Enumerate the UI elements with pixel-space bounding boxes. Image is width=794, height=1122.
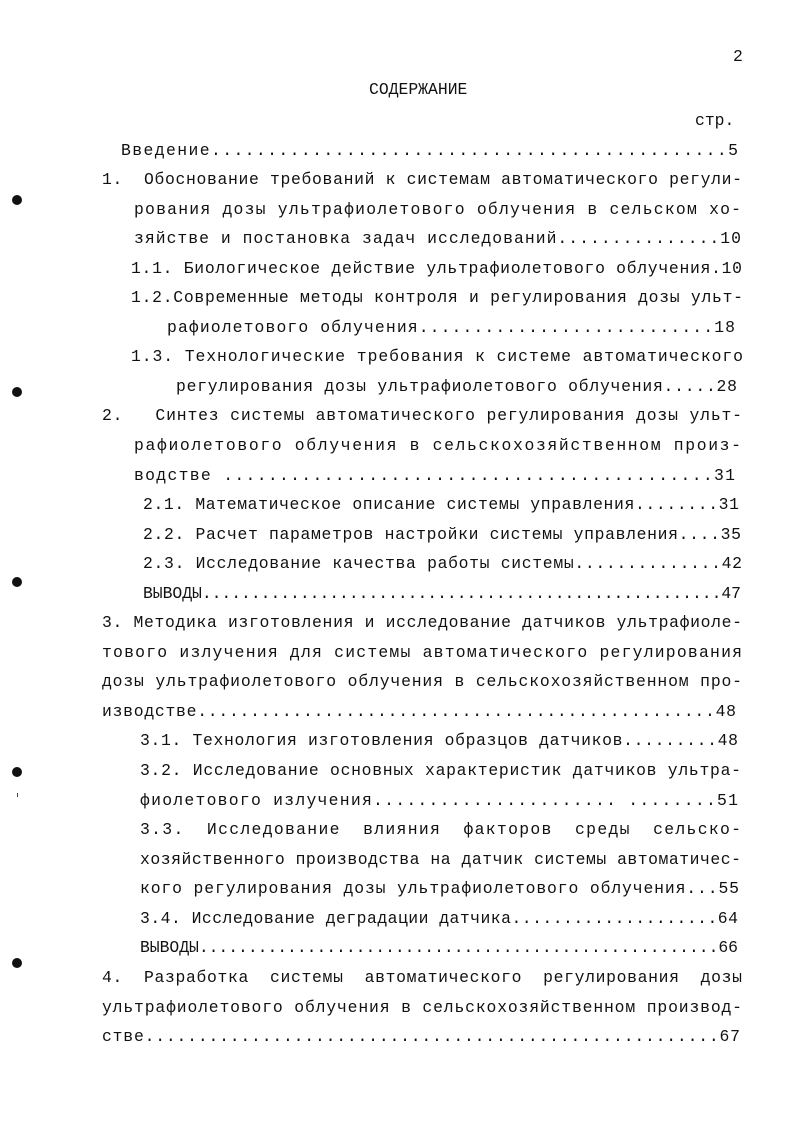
page-number: 2 — [733, 47, 743, 66]
binder-hole — [12, 767, 22, 777]
toc-line: 2.3. Исследование качества работы системы..............42 — [143, 554, 743, 573]
toc-line: изводстве.................................................48 — [102, 702, 737, 721]
toc-line: дозы ультрафиолетового облучения в сельскохозяйственном про- — [102, 672, 743, 691]
binder-hole — [12, 577, 22, 587]
toc-line: 4. Разработка системы автоматического регулирования дозы — [102, 968, 743, 987]
toc-line: 1.1. Биологическое действие ультрафиолетового облучения.10 — [131, 259, 743, 278]
toc-line: 1.2.Современные методы контроля и регулирования дозы ульт- — [131, 288, 744, 307]
toc-line: ВЫВОДЫ.....................................................66 — [140, 938, 738, 957]
toc-line: 2.2. Расчет параметров настройки системы управления....35 — [143, 525, 742, 544]
toc-line: 3.4. Исследование деградации датчика....................64 — [140, 909, 739, 928]
binder-hole — [12, 195, 22, 205]
toc-line: хозяйственного производства на датчик системы автоматичес- — [140, 850, 742, 869]
binder-hole — [12, 958, 22, 968]
toc-line: зяйстве и постановка задач исследований...............10 — [134, 229, 742, 248]
toc-line: 3.3. Исследование влияния факторов среды сельско- — [140, 820, 743, 839]
page-title: СОДЕРЖАНИЕ — [369, 80, 468, 99]
binder-mark — [17, 793, 18, 797]
toc-line: 3. Методика изготовления и исследование датчиков ультрафиоле- — [102, 613, 743, 632]
binder-hole — [12, 387, 22, 397]
page-column-label: стр. — [695, 111, 735, 130]
toc-line: водстве ............................................31 — [134, 466, 737, 485]
toc-line: тового излучения для системы автоматического регулирования — [102, 643, 744, 662]
toc-line: 3.1. Технология изготовления образцов датчиков.........48 — [140, 731, 739, 750]
toc-line: Введение..............................................5 — [121, 141, 740, 160]
toc-line: ВЫВОДЫ.....................................................47 — [143, 584, 741, 603]
toc-line: фиолетового излучения...................... ........51 — [140, 791, 740, 810]
toc-line: ультрафиолетового облучения в сельскохозяйственном производ- — [102, 998, 743, 1017]
toc-line: 1.3. Технологические требования к системе автоматического — [131, 347, 744, 366]
toc-line: стве......................................................67 — [102, 1027, 741, 1046]
toc-line: рафиолетового облучения...........................18 — [167, 318, 737, 337]
toc-line: 2. Синтез системы автоматического регулирования дозы ульт- — [102, 406, 743, 425]
toc-line: рафиолетового облучения в сельскохозяйственном произ- — [134, 436, 743, 455]
toc-line: регулирования дозы ультрафиолетового облучения.....28 — [176, 377, 738, 396]
toc-line: 1. Обоснование требований к системам автоматического регули- — [102, 170, 743, 189]
toc-line: кого регулирования дозы ультрафиолетового облучения...55 — [140, 879, 740, 898]
toc-line: 2.1. Математическое описание системы управления........31 — [143, 495, 740, 514]
toc-line: 3.2. Исследование основных характеристик датчиков ультра- — [140, 761, 742, 780]
toc-line: рования дозы ультрафиолетового облучения в сельском хо- — [134, 200, 743, 219]
